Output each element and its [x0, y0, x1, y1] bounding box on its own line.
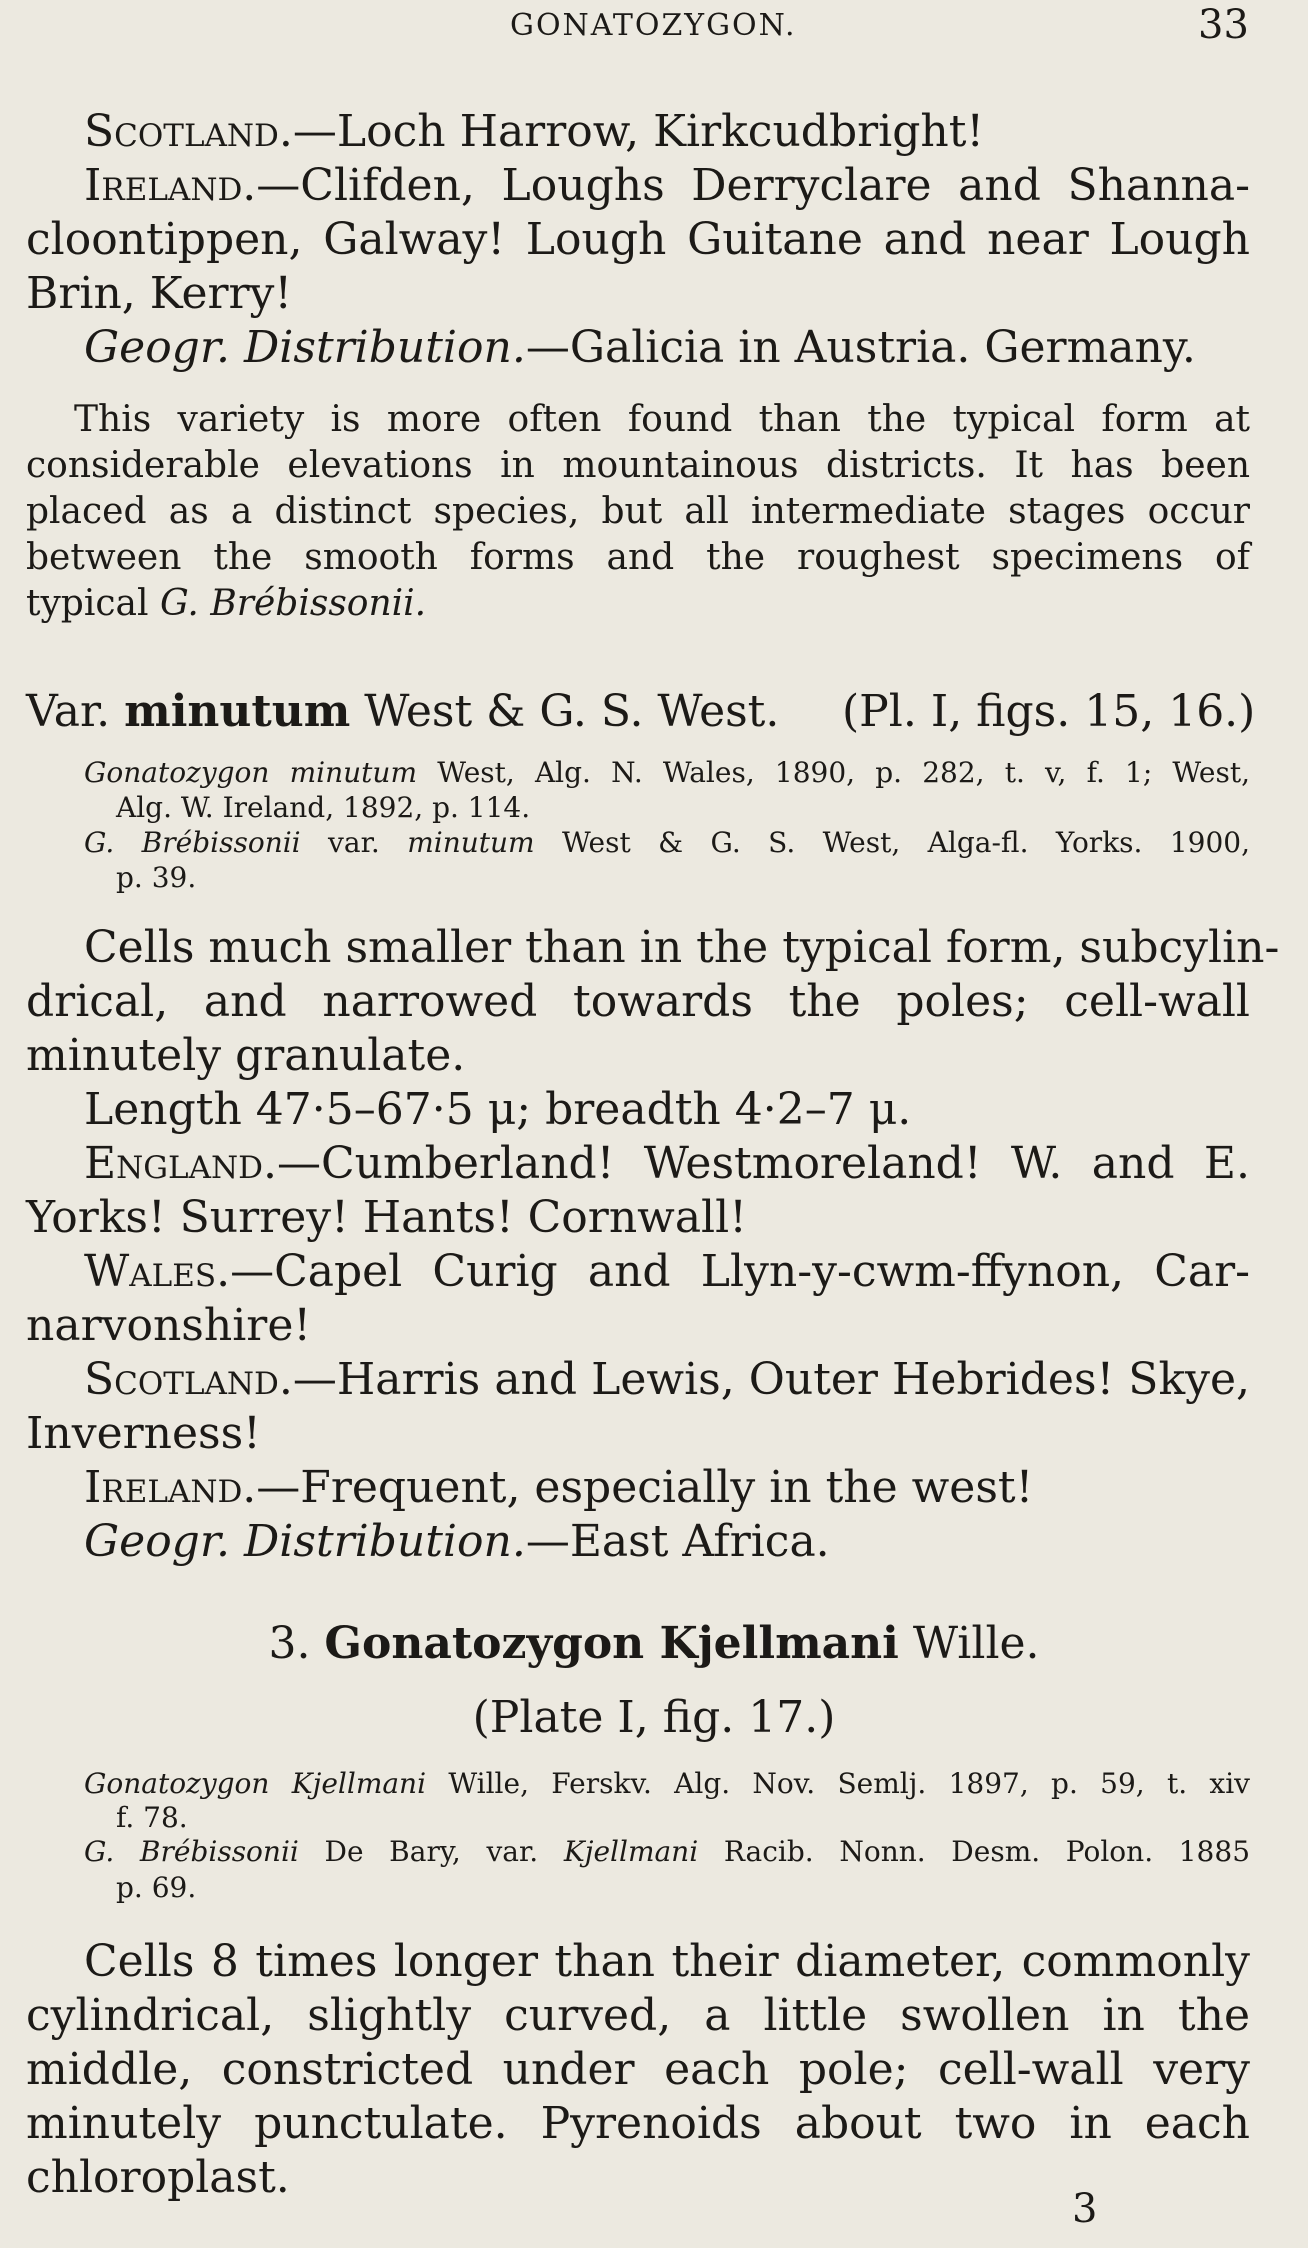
scotland-entry [84, 104, 984, 160]
species-author: Wille. [898, 1618, 1040, 1669]
variety-heading [26, 684, 779, 740]
description-line: chloroplast. [26, 2152, 290, 2203]
synonym-ref: West & G. S. West, Alga-fl. Yorks. 1900, [534, 826, 1251, 859]
synonym-line [84, 1766, 1250, 1801]
region-label: Wales. [84, 1246, 231, 1297]
ireland-entry [84, 1460, 1033, 1516]
wales-entry-line2: narvonshire! [26, 1300, 312, 1351]
plate-reference: (Pl. I, figs. 15, 16.) [842, 686, 1256, 737]
synonym-name: Gonatozygon Kjellmani [84, 1767, 427, 1800]
synonym-cont: p. 69. [116, 1871, 197, 1904]
synonym-line [84, 825, 1250, 860]
geogr-distribution [84, 1514, 830, 1570]
note-line: This variety is more often found than the typical form at [74, 399, 1250, 440]
synonym-name: G. Brébissonii [84, 1835, 299, 1868]
dimensions: Length 47·5–67·5 μ; breadth 4·2–7 μ. [84, 1084, 912, 1135]
region-label: Scotland. [84, 1354, 293, 1405]
note-text: typical [26, 583, 160, 624]
region-text: —Loch Harrow, Kirkcudbright! [292, 106, 985, 157]
description-line: minutely punctulate. Pyrenoids about two in each [26, 2098, 1250, 2149]
note-line: considerable elevations in mountainous districts. It has been [26, 445, 1250, 486]
note-line: between the smooth forms and the roughest specimens of [26, 537, 1250, 578]
synonym-text: var. [300, 826, 408, 859]
synonym-ref: Racib. Nonn. Desm. Polon. 1885 [698, 1835, 1251, 1868]
species-ref: G. Brébissonii. [159, 583, 427, 624]
page-number: 33 [1198, 2, 1249, 48]
note-line: placed as a distinct species, but all intermediate stages occur [26, 491, 1250, 532]
england-entry-line2: Yorks! Surrey! Hants! Cornwall! [26, 1192, 747, 1243]
synonym-text: De Bary, var. [298, 1835, 564, 1868]
description-line: cylindrical, slightly curved, a little swollen in the [26, 1990, 1250, 2041]
region-text: —Clifden, Loughs Derryclare and Shanna- [256, 160, 1250, 211]
synonym-ref: West, Alg. N. Wales, 1890, p. 282, t. v, f. 1; West, [417, 756, 1251, 789]
geogr-label: Geogr. Distribution. [84, 1516, 526, 1567]
region-label: Ireland. [84, 1462, 257, 1513]
species-heading [0, 1616, 1308, 1672]
var-name: minutum [124, 686, 351, 737]
region-text: —Harris and Lewis, Outer Hebrides! Skye, [292, 1354, 1250, 1405]
region-label: England. [84, 1138, 277, 1189]
region-label: Scotland. [84, 106, 293, 157]
synonym-name: minutum [407, 826, 535, 859]
description-line: minutely granulate. [26, 1030, 466, 1081]
geogr-distribution [84, 320, 1196, 376]
synonym-name: Gonatozygon minutum [84, 756, 418, 789]
note-line [26, 581, 426, 627]
species-name: Gonatozygon Kjellmani [324, 1618, 899, 1669]
synonym-cont: f. 78. [116, 1801, 188, 1834]
description-line: Cells much smaller than in the typical form, subcylin- [84, 922, 1280, 973]
ireland-entry-line3: Brin, Kerry! [26, 268, 293, 319]
geogr-label: Geogr. Distribution. [84, 322, 526, 373]
synonym-line [84, 755, 1250, 790]
synonym-name: G. Brébissonii [84, 826, 301, 859]
ireland-entry-line2: cloontippen, Galway! Lough Guitane and near Lough [26, 214, 1250, 265]
synonym-cont: Alg. W. Ireland, 1892, p. 114. [116, 791, 531, 824]
synonym-cont: p. 39. [116, 861, 197, 894]
region-text: —Frequent, especially in the west! [256, 1462, 1034, 1513]
ireland-entry-line1 [84, 158, 1250, 214]
wales-entry-line1 [84, 1244, 1250, 1300]
synonym-line [84, 1834, 1250, 1869]
var-label: Var. [26, 686, 125, 737]
running-title: GONATOZYGON. [510, 8, 797, 43]
geogr-text: —East Africa. [525, 1516, 830, 1567]
signature-mark: 3 [1072, 2186, 1098, 2232]
region-label: Ireland. [84, 160, 257, 211]
geogr-text: —Galicia in Austria. Germany. [525, 322, 1196, 373]
england-entry-line1 [84, 1136, 1250, 1192]
scotland-entry-line2: Inverness! [26, 1408, 261, 1459]
synonym-ref: Wille, Ferskv. Alg. Nov. Semlj. 1897, p. 59, t. xiv [426, 1767, 1250, 1800]
description-line: drical, and narrowed towards the poles; cell-wall [26, 976, 1250, 1027]
species-plate: (Plate I, fig. 17.) [472, 1692, 836, 1743]
region-text: —Cumberland! Westmoreland! W. and E. [276, 1138, 1250, 1189]
var-author: West & G. S. West. [350, 686, 780, 737]
synonym-name: Kjellmani [563, 1835, 699, 1868]
scotland-entry-line1 [84, 1352, 1250, 1408]
description-line: middle, constricted under each pole; cell-wall very [26, 2044, 1250, 2095]
region-text: —Capel Curig and Llyn-y-cwm-ffynon, Car- [230, 1246, 1250, 1297]
description-line: Cells 8 times longer than their diameter, commonly [84, 1936, 1250, 1987]
species-number: 3. [268, 1618, 325, 1669]
